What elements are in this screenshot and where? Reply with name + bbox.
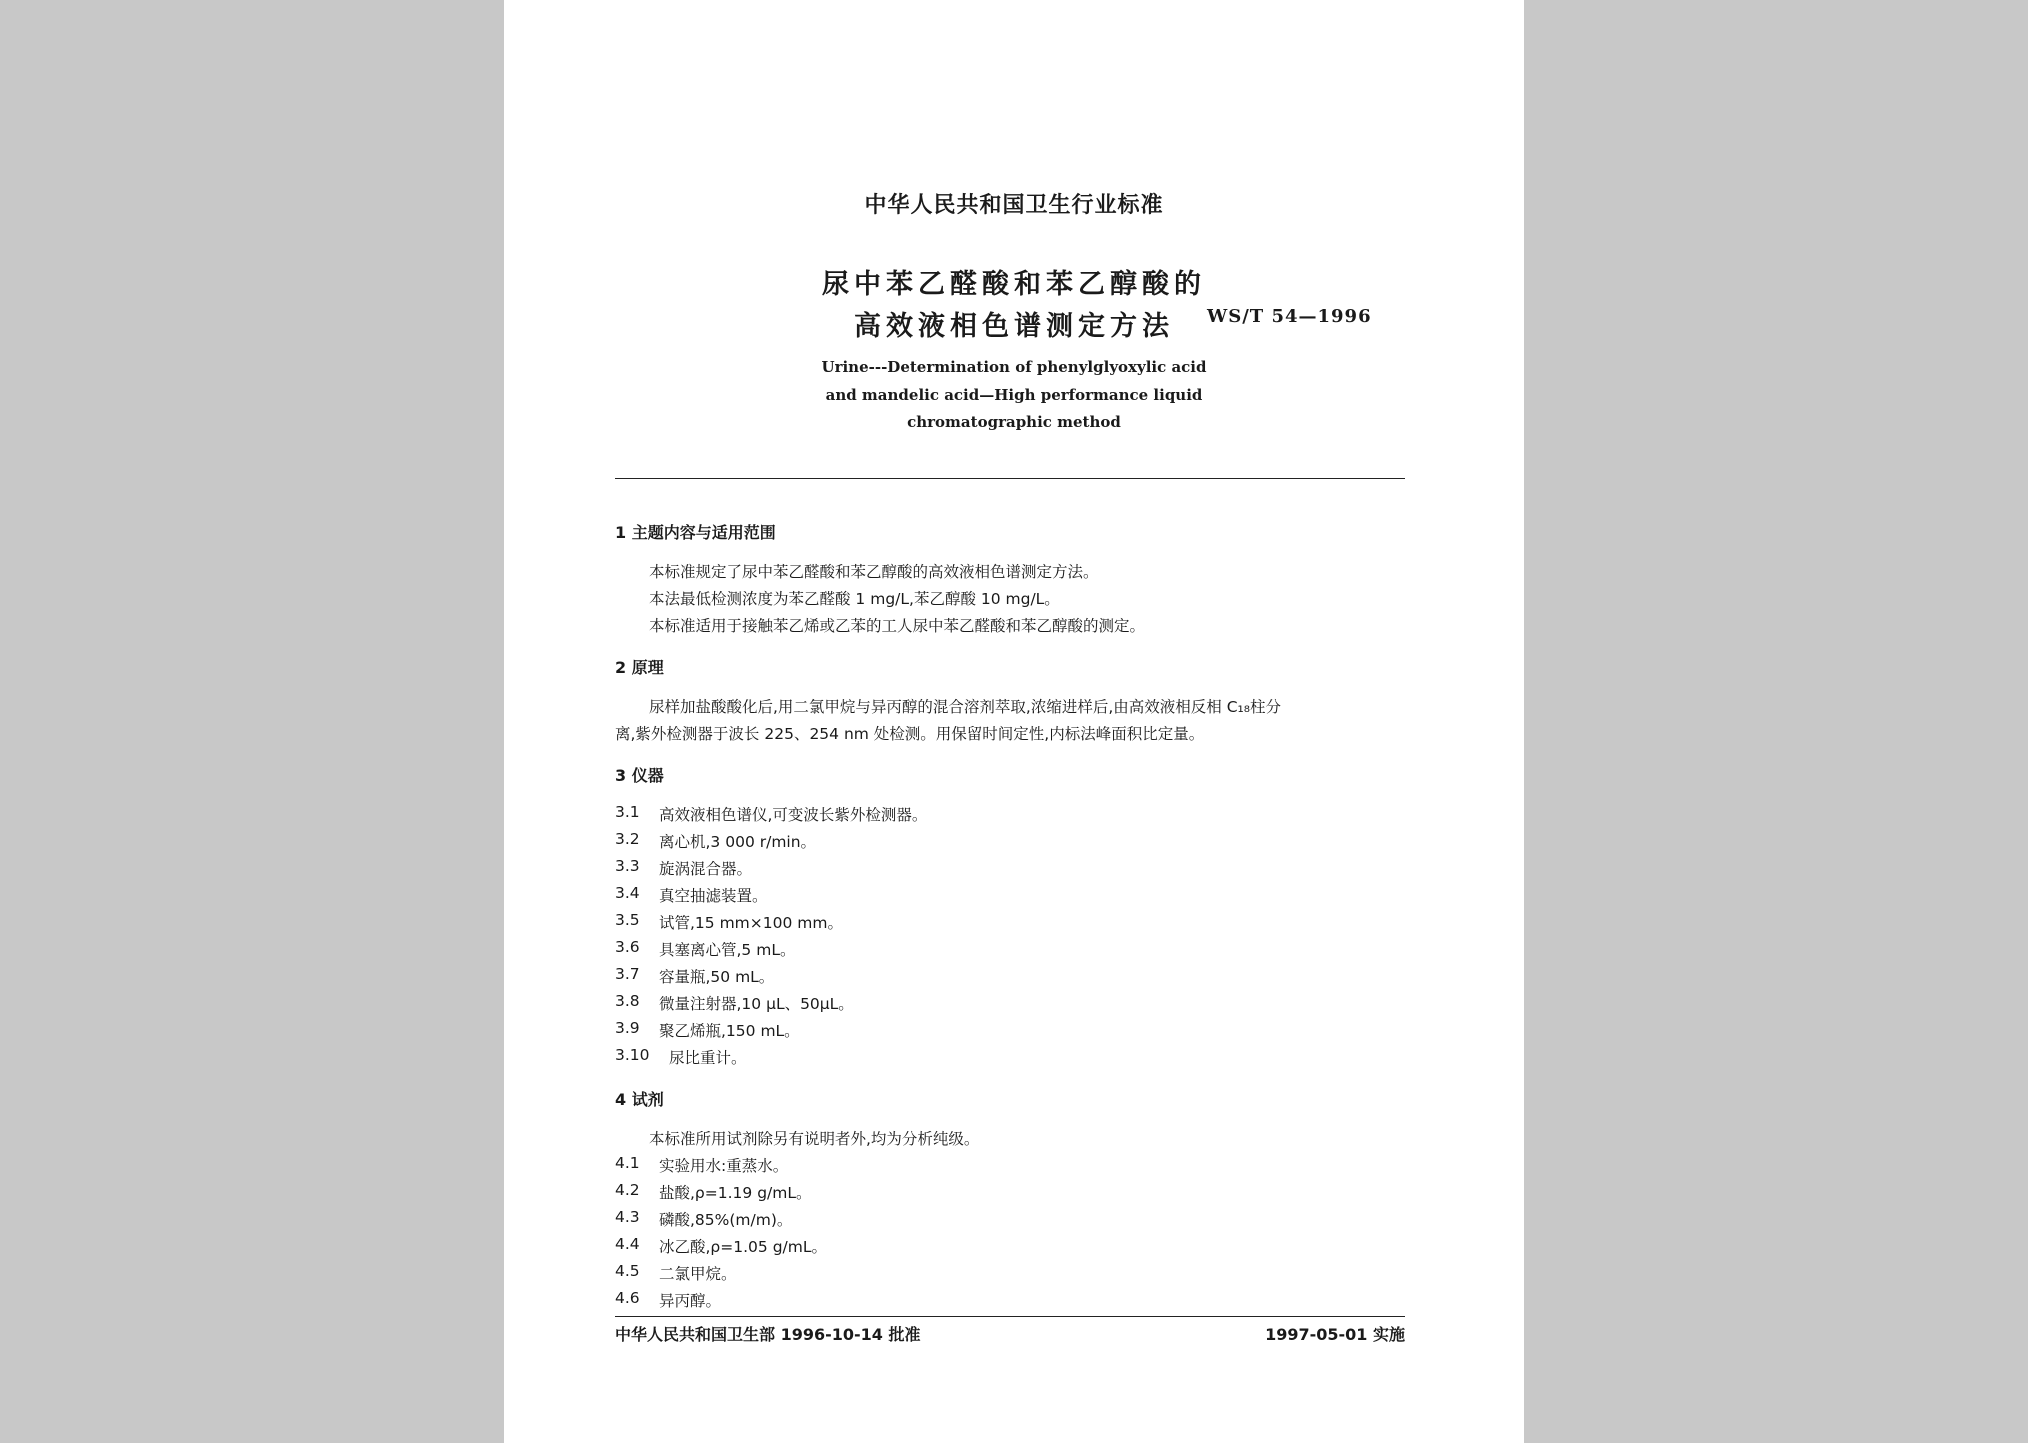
item-number: 3.6 <box>615 938 640 956</box>
section-2-heading: 2 原理 <box>615 658 664 677</box>
section-1-paragraph: 本标准适用于接触苯乙烯或乙苯的工人尿中苯乙醛酸和苯乙醇酸的测定。 <box>649 617 1146 635</box>
item-number: 4.4 <box>615 1235 640 1253</box>
standard-code: WS/T 54—1996 <box>1207 306 1372 327</box>
item-number: 4.5 <box>615 1262 640 1280</box>
english-title-line-1: Urine---Determination of phenylglyoxylic acid <box>821 358 1207 376</box>
item-number: 4.2 <box>615 1181 640 1199</box>
item-text: 二氯甲烷。 <box>659 1265 737 1283</box>
item-text: 实验用水:重蒸水。 <box>659 1157 789 1175</box>
english-title-line-2: and mandelic acid—High performance liquid <box>825 386 1203 404</box>
document-title-line-1: 尿中苯乙醛酸和苯乙醇酸的 <box>822 269 1206 300</box>
item-number: 3.1 <box>615 803 640 821</box>
approval-date: 中华人民共和国卫生部 1996-10-14 批准 <box>615 1325 921 1344</box>
item-text: 异丙醇。 <box>659 1292 722 1310</box>
item-text: 磷酸,85%(m/m)。 <box>659 1211 793 1229</box>
item-text: 盐酸,ρ=1.19 g/mL。 <box>659 1184 812 1202</box>
item-text: 真空抽滤装置。 <box>659 887 768 905</box>
item-number: 3.10 <box>615 1046 650 1064</box>
standard-organization: 中华人民共和国卫生行业标准 <box>864 193 1164 218</box>
document-title-line-2: 高效液相色谱测定方法 <box>854 311 1174 342</box>
item-text: 具塞离心管,5 mL。 <box>659 941 796 959</box>
effective-date: 1997-05-01 实施 <box>1265 1325 1405 1344</box>
item-text: 高效液相色谱仪,可变波长紫外检测器。 <box>659 806 928 824</box>
section-3-heading: 3 仪器 <box>615 766 664 785</box>
item-number: 4.1 <box>615 1154 640 1172</box>
item-text: 旋涡混合器。 <box>659 860 753 878</box>
item-number: 3.9 <box>615 1019 640 1037</box>
item-number: 3.8 <box>615 992 640 1010</box>
section-1-paragraph: 本标准规定了尿中苯乙醛酸和苯乙醇酸的高效液相色谱测定方法。 <box>649 563 1099 581</box>
section-2-paragraph-line-2: 离,紫外检测器于波长 225、254 nm 处检测。用保留时间定性,内标法峰面积比定量。 <box>615 725 1205 743</box>
section-1-paragraph: 本法最低检测浓度为苯乙醛酸 1 mg/L,苯乙醇酸 10 mg/L。 <box>649 590 1060 608</box>
section-4-heading: 4 试剂 <box>615 1090 664 1109</box>
item-number: 4.3 <box>615 1208 640 1226</box>
item-text: 聚乙烯瓶,150 mL。 <box>659 1022 800 1040</box>
english-title-line-3: chromatographic method <box>907 413 1121 431</box>
item-number: 3.2 <box>615 830 640 848</box>
item-text: 尿比重计。 <box>669 1049 747 1067</box>
section-1-heading: 1 主题内容与适用范围 <box>615 523 776 542</box>
item-number: 4.6 <box>615 1289 640 1307</box>
footer-divider <box>615 1316 1405 1317</box>
item-text: 微量注射器,10 μL、50μL。 <box>659 995 854 1013</box>
header-divider <box>615 478 1405 479</box>
item-number: 3.4 <box>615 884 640 902</box>
section-2-paragraph-line-1: 尿样加盐酸酸化后,用二氯甲烷与异丙醇的混合溶剂萃取,浓缩进样后,由高效液相反相 C₁₈柱分 <box>649 698 1281 716</box>
item-text: 离心机,3 000 r/min。 <box>659 833 817 851</box>
item-text: 容量瓶,50 mL。 <box>659 968 775 986</box>
item-number: 3.7 <box>615 965 640 983</box>
document-page <box>504 0 1524 1443</box>
item-text: 试管,15 mm×100 mm。 <box>659 914 843 932</box>
section-4-intro: 本标准所用试剂除另有说明者外,均为分析纯级。 <box>649 1130 980 1148</box>
item-number: 3.3 <box>615 857 640 875</box>
item-number: 3.5 <box>615 911 640 929</box>
item-text: 冰乙酸,ρ=1.05 g/mL。 <box>659 1238 827 1256</box>
